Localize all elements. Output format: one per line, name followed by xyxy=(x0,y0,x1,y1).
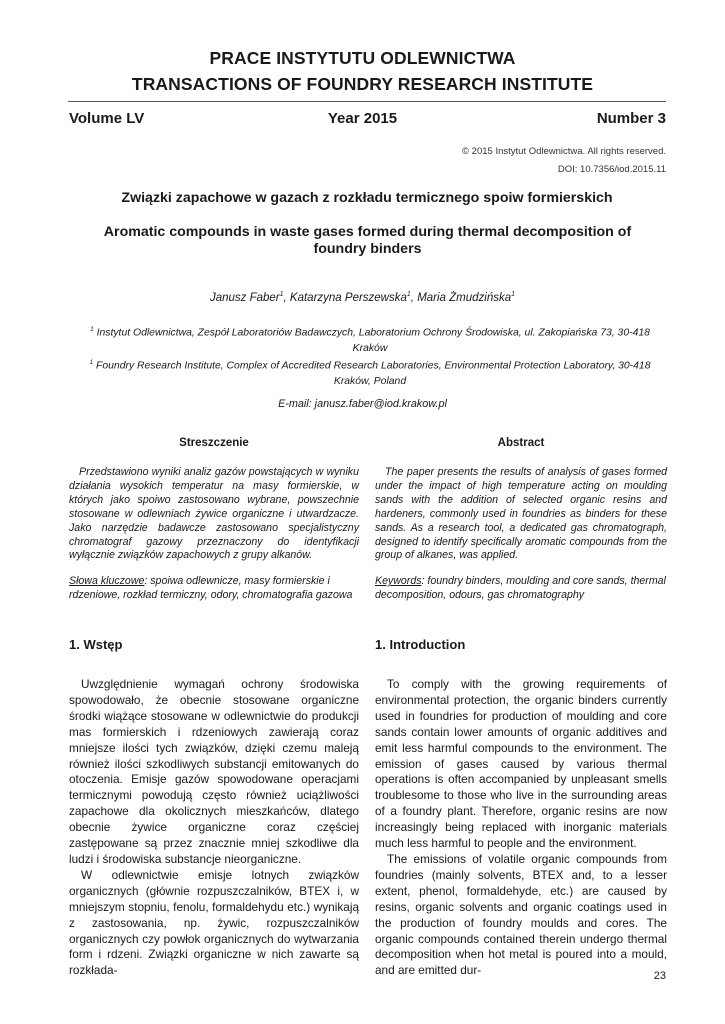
author-affiliation-sup: 1 xyxy=(406,291,411,298)
paragraph: Uwzględnienie wymagań ochrony środowiska spowodowało, że obecnie stosowane organiczne środki wiążące stosowane w odlewnictwie do produkcji mas formierskich i rdzeniowych zawierają coraz mniejsze ilości tych związków, dzięki czemu maleją również ilości szkodliwych substancji emitowanych do otoczenia. Emisje gazów spowodowane operacjami termicznymi powodują często również uciążliwości zapachowe dla okolicznych mieszkańców, dlatego obecnie żywice organiczne coraz częściej zastępowane są przez znacznie mniej szkodliwe dla ludzi i środowiska substancje nieorganiczne. xyxy=(69,677,359,866)
article-title-pl: Związki zapachowe w gazach z rozkładu termicznego spoiw formierskich xyxy=(121,190,613,206)
author-list: Janusz Faber$^1$, Katarzyna Perszewska$^1$, Maria Żmudzińska$^1$ xyxy=(209,291,516,304)
author-name: Janusz Faber xyxy=(209,291,280,304)
copyright-notice: © 2015 Instytut Odlewnictwa. All rights reserved. xyxy=(462,146,666,157)
author-affiliation-sup: 1 xyxy=(511,291,516,298)
affiliation-pl: $^1$ Instytut Odlewnictwa, Zespół Laboratoriów Badawczych, Laboratorium Ochrony Środowiska, ul. Zakopiańska 73, 30-418 Kraków xyxy=(90,326,650,355)
number-label: Number 3 xyxy=(596,110,666,127)
header-rule xyxy=(68,101,666,102)
author-affiliation-sup: 1 xyxy=(279,291,284,298)
abstract-text-pl: Przedstawiono wyniki analiz gazów powstających w wyniku działania wysokich temperatur na masy formierskie, w których jako spoiwo zastosowano wybrane, powszechnie stosowane w odlewniach żywice organiczne i utwardzacze. Jako narzędzie badawcze zastosowano specjalistyczny chromatograf gazowy przeznaczony do identyfikacji wyłącznie związków zapachowych z grupy alkanów. xyxy=(69,466,359,562)
journal-title-pl: PRACE INSTYTUTU ODLEWNICTWA xyxy=(209,48,516,68)
section-body-en xyxy=(375,677,667,979)
year-label: Year 2015 xyxy=(327,110,398,127)
paragraph: The emissions of volatile organic compounds from foundries (mainly solvents, BTEX and, to a lesser extent, phenol, formaldehyde, etc.) are caused by resins, organic solvents and organic coatings used in the production of foundry moulds and cores. The organic compounds contained therein undergo thermal decomposition when hot metal is poured into a mould, and are emitted dur- xyxy=(375,851,667,978)
section-heading-pl: 1. Wstęp xyxy=(69,637,123,652)
keywords-en: Keywords: foundry binders, moulding and core sands, thermal decomposition, odours, gas chromatography xyxy=(375,575,666,601)
section-heading-en: 1. Introduction xyxy=(375,637,466,652)
page-number: 23 xyxy=(653,970,666,982)
affiliation-en: $^1$ Foundry Research Institute, Complex of Accredited Research Laboratories, Environmental Protection Laboratory, 30-418 Kraków, Poland xyxy=(89,359,651,388)
section-body-pl xyxy=(69,677,359,979)
author-name: Maria Żmudzińska xyxy=(417,291,512,304)
journal-title-en: TRANSACTIONS OF FOUNDRY RESEARCH INSTITUTE xyxy=(131,74,594,94)
contact-email: E-mail: janusz.faber@iod.krakow.pl xyxy=(278,398,447,410)
volume-label: Volume LV xyxy=(69,110,145,127)
paragraph: W odlewnictwie emisje lotnych związków organicznych (głównie rozpuszczalników, BTEX i, w mniejszym stopniu, fenolu, formaldehydu etc.) wynikają z zastosowania, np. żywic, rozpuszczalników organicznych czy powłok organicznych do wytwarzania form i rdzeni. Związki organiczne w nich zawarte są rozkłada- xyxy=(69,867,359,978)
keywords-pl: Słowa kluczowe: spoiwa odlewnicze, masy formierskie i rdzeniowe, rozkład termiczny, odory, chromatografia gazowa xyxy=(69,575,353,601)
abstract-text-en: The paper presents the results of analysis of gases formed under the impact of high temperature acting on moulding sands with the addition of selected organic resins and hardeners, commonly used in foundries as binders for these sands. As a research tool, a dedicated gas chromatograph, designed to identify specifically aromatic compounds from the group of alkanes, was applied. xyxy=(375,466,667,562)
author-name: Katarzyna Perszewska xyxy=(289,291,407,304)
keywords-label: Słowa kluczowe xyxy=(69,575,145,587)
keywords-label: Keywords xyxy=(375,575,422,587)
paragraph: To comply with the growing requirements of environmental protection, the organic binders currently used in foundries for production of moulding and core sands contain lower amounts of organic additives and emit less harmful compounds to the environment. The emission of gases caused by various thermal operations is often accompanied by unpleasant smells troublesome to those who live in the surrounding areas of a foundry plant. Therefore, organic resins are now increasingly being replaced with inorganic materials much less harmful to people and the environment. xyxy=(375,677,667,851)
abstract-heading-pl: Streszczenie xyxy=(179,437,249,449)
article-title-en: Aromatic compounds in waste gases formed during thermal decomposition of foundry binders xyxy=(103,224,632,257)
abstract-heading-en: Abstract xyxy=(497,437,545,449)
doi: DOI: 10.7356/iod.2015.11 xyxy=(557,164,666,175)
